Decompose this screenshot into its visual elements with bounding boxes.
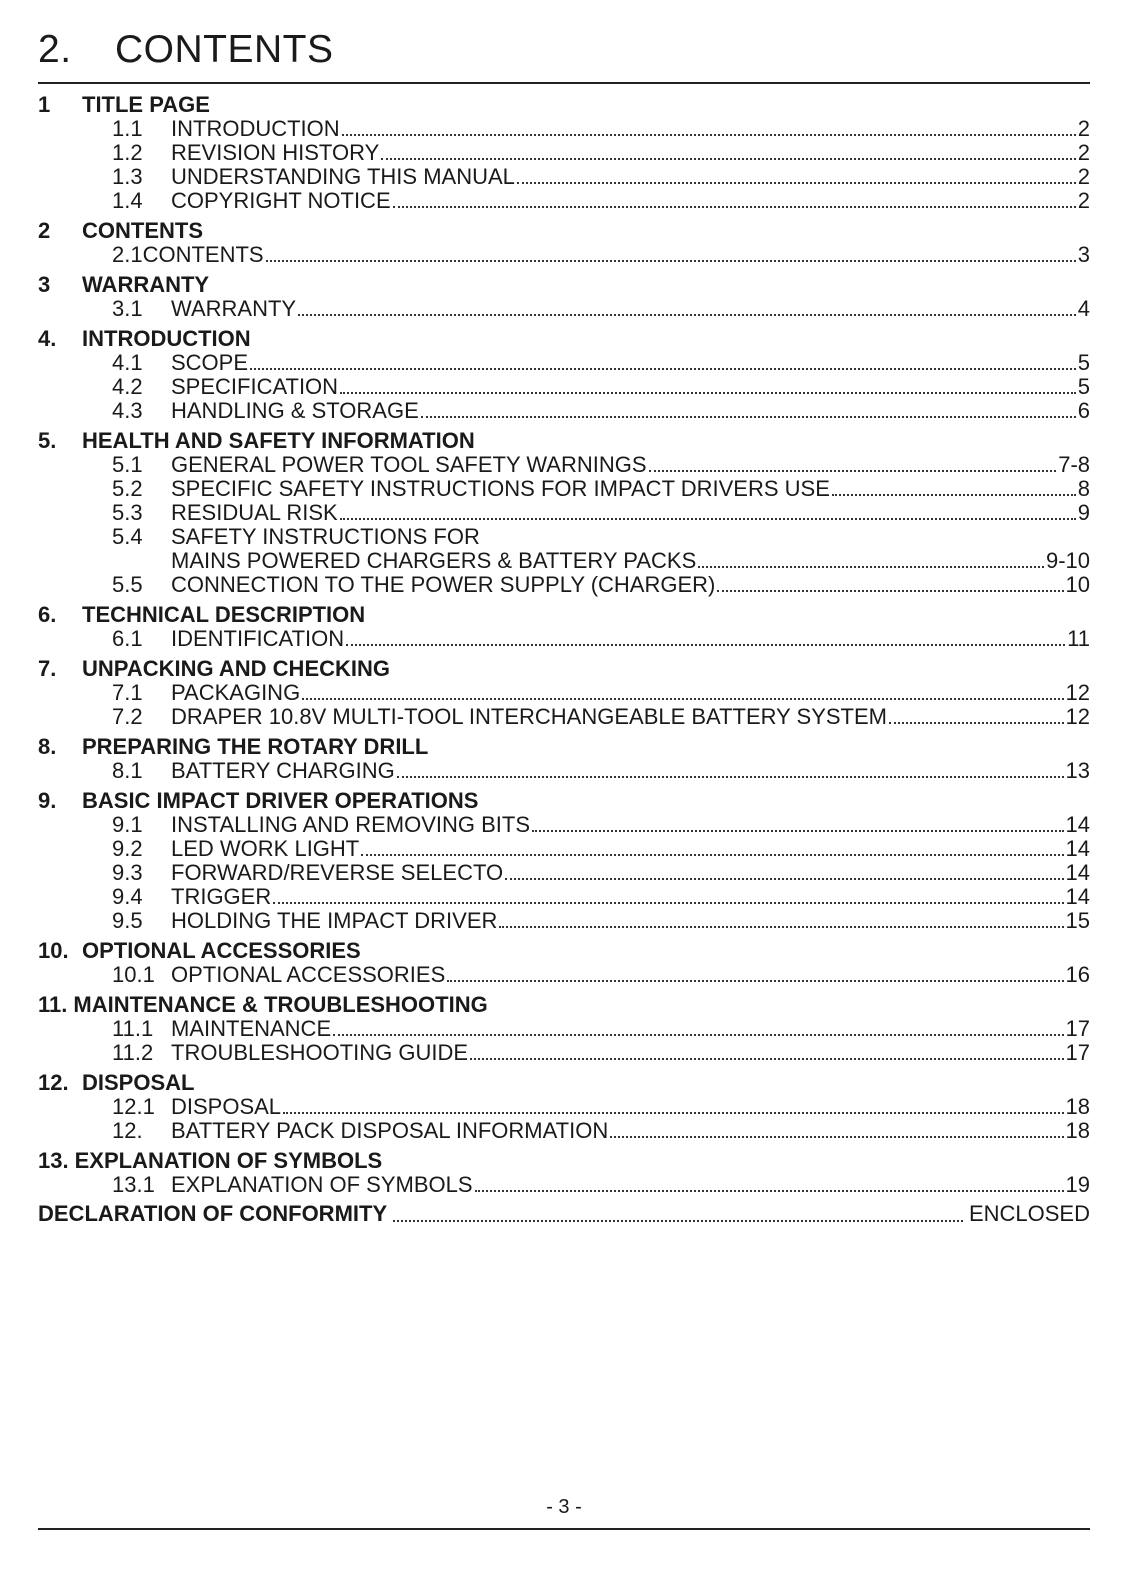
toc-entry-number: 7.1: [112, 680, 143, 705]
toc-entry-number: 5.4: [112, 524, 143, 549]
toc-entry-number: 1.2: [112, 140, 143, 165]
toc-entry-number: 9.5: [112, 908, 143, 933]
toc-declaration-row[interactable]: [38, 1201, 1090, 1227]
toc-section-title: CONTENTS: [82, 218, 203, 243]
dot-leader: [250, 368, 1076, 370]
toc-entry-title: TRIGGER: [171, 884, 272, 909]
toc-entry-page: 17: [1065, 1040, 1090, 1065]
dot-leader: [610, 1136, 1063, 1138]
toc-entry[interactable]: [38, 573, 1090, 597]
dot-leader: [475, 1190, 1064, 1192]
toc-entry-page: 12: [1065, 704, 1090, 729]
toc-entry-page: 11: [1067, 626, 1090, 651]
toc-entry-title: CONNECTION TO THE POWER SUPPLY (CHARGER): [171, 572, 716, 597]
toc-entry[interactable]: [38, 861, 1090, 885]
toc-entry-number: 1.4: [112, 188, 143, 213]
dot-leader: [470, 1058, 1063, 1060]
toc-entry-page: 14: [1065, 860, 1090, 885]
toc-entry[interactable]: [38, 813, 1090, 837]
toc-entry[interactable]: [38, 165, 1090, 189]
toc-entry[interactable]: [38, 1119, 1090, 1143]
dot-leader: [340, 518, 1076, 520]
toc-entry-page: 12: [1065, 680, 1090, 705]
toc-entry-number: 12.1: [112, 1094, 155, 1119]
toc-entry[interactable]: [38, 375, 1090, 399]
toc-entry[interactable]: [38, 399, 1090, 423]
dot-leader: [421, 416, 1076, 418]
toc-entry[interactable]: [38, 759, 1090, 783]
toc-section-heading[interactable]: [38, 272, 1090, 297]
dot-leader: [283, 1112, 1063, 1114]
toc-entry-title: INTRODUCTION: [171, 116, 340, 141]
dot-leader: [517, 182, 1076, 184]
toc-section-title: PREPARING THE ROTARY DRILL: [82, 734, 429, 759]
toc-entry[interactable]: [38, 1173, 1090, 1197]
dot-leader: [302, 698, 1063, 700]
toc-entry-number: 9.4: [112, 884, 143, 909]
page-number: - 3 -: [546, 1496, 582, 1518]
dot-leader: [505, 878, 1063, 880]
toc-entry[interactable]: [38, 909, 1090, 933]
toc-section-number: 1: [38, 92, 51, 117]
toc-entry-number: 9.2: [112, 836, 143, 861]
toc-entry-number: 9.3: [112, 860, 143, 885]
toc-entry-number: 2.1: [112, 242, 143, 267]
toc-entry-title: COPYRIGHT NOTICE: [171, 188, 391, 213]
toc-entry-title: TROUBLESHOOTING GUIDE: [171, 1040, 469, 1065]
toc-entry-title: WARRANTY: [171, 296, 297, 321]
toc-entry-page: 3: [1077, 242, 1090, 267]
toc-entry-number: 3.1: [112, 296, 143, 321]
page-title-number: 2.: [38, 28, 72, 71]
toc-section-number: 5.: [38, 428, 57, 453]
toc-entry-title: REVISION HISTORY: [171, 140, 380, 165]
toc-entry-page: 14: [1065, 812, 1090, 837]
toc-entry-page: 2: [1077, 164, 1090, 189]
toc-entry-page: 7-8: [1058, 452, 1090, 477]
toc-section-title: MAINTENANCE & TROUBLESHOOTING: [73, 992, 488, 1017]
toc-section-heading[interactable]: [38, 1070, 1090, 1095]
toc-entry-page: 13: [1065, 758, 1090, 783]
toc-section-title: OPTIONAL ACCESSORIES: [82, 938, 361, 963]
toc-section-title: UNPACKING AND CHECKING: [82, 656, 390, 681]
toc-entry-page: 10: [1065, 572, 1090, 597]
toc-entry-number: 5.3: [112, 500, 143, 525]
toc-entry[interactable]: [38, 681, 1090, 705]
toc-section-title: WARRANTY: [82, 272, 210, 297]
toc-entry-page: 18: [1065, 1118, 1090, 1143]
toc-entry-title: SCOPE: [171, 350, 249, 375]
dot-leader: [499, 926, 1063, 928]
toc-entry-title: CONTENTS: [142, 242, 264, 267]
toc-declaration-page: ENCLOSED: [968, 1201, 1090, 1226]
toc-entry-title: HOLDING THE IMPACT DRIVER: [171, 908, 498, 933]
toc-entry-page: 15: [1065, 908, 1090, 933]
toc-section-title: HEALTH AND SAFETY INFORMATION: [82, 428, 475, 453]
dot-leader: [393, 206, 1076, 208]
toc-entry-title: BATTERY PACK DISPOSAL INFORMATION: [171, 1118, 609, 1143]
dot-leader: [333, 1034, 1063, 1036]
toc-section-heading[interactable]: [38, 428, 1090, 453]
toc-entry-title: SPECIFIC SAFETY INSTRUCTIONS FOR IMPACT DRIVERS USE: [171, 476, 830, 501]
toc-entry-page: 14: [1065, 884, 1090, 909]
toc-entry-page: 18: [1065, 1094, 1090, 1119]
toc-entry-number: 1.3: [112, 164, 143, 189]
toc-entry-page: 5: [1077, 350, 1090, 375]
toc-entry-page: 2: [1077, 116, 1090, 141]
toc-section-heading[interactable]: [38, 218, 1090, 243]
toc-entry-number: 13.1: [112, 1172, 155, 1197]
toc-section-number: 9.: [38, 788, 57, 813]
toc-entry-page: 2: [1077, 188, 1090, 213]
toc-section-heading[interactable]: [38, 734, 1090, 759]
toc-entry-number: 5.5: [112, 572, 143, 597]
toc-entry-page: 19: [1065, 1172, 1090, 1197]
toc-entry-page: 5: [1077, 374, 1090, 399]
dot-leader: [346, 644, 1065, 646]
toc-section-number: 7.: [38, 656, 57, 681]
toc-entry-number: 4.2: [112, 374, 143, 399]
toc-section-heading[interactable]: [38, 92, 1090, 117]
toc-entry-title: UNDERSTANDING THIS MANUAL: [171, 164, 515, 189]
dot-leader: [397, 776, 1064, 778]
dot-leader: [889, 722, 1064, 724]
toc-entry-title: IDENTIFICATION: [171, 626, 345, 651]
toc-entry-page: 14: [1065, 836, 1090, 861]
dot-leader: [649, 470, 1057, 472]
toc-declaration-title: DECLARATION OF CONFORMITY: [38, 1201, 388, 1226]
toc-entry[interactable]: [38, 627, 1090, 651]
toc-entry[interactable]: [38, 837, 1090, 861]
page-title: [38, 28, 334, 72]
toc-entry[interactable]: [38, 885, 1090, 909]
toc-entry-page: 9: [1077, 500, 1090, 525]
toc-entry-number: 4.3: [112, 398, 143, 423]
toc-entry-number: 5.1: [112, 452, 143, 477]
toc-entry[interactable]: [38, 141, 1090, 165]
toc-entry-title: MAINS POWERED CHARGERS & BATTERY PACKS: [171, 548, 697, 573]
toc-entry-page: 17: [1065, 1016, 1090, 1041]
toc-entry-number: 4.1: [112, 350, 143, 375]
toc-section-heading[interactable]: [38, 1148, 1090, 1173]
dot-leader: [447, 980, 1063, 982]
toc-entry-title: MAINTENANCE: [171, 1016, 332, 1041]
dot-leader: [393, 1220, 963, 1222]
toc-entry-page: 16: [1065, 962, 1090, 987]
toc-entry-title: BATTERY CHARGING: [171, 758, 395, 783]
toc-section-number: 6.: [38, 602, 57, 627]
toc-section-number: 10.: [38, 938, 69, 963]
toc-entry-number: 1.1: [112, 116, 143, 141]
toc-section-number: 13.: [38, 1148, 69, 1173]
toc-section-number: 8.: [38, 734, 57, 759]
toc-entry-number: 12.: [112, 1118, 143, 1143]
dot-leader: [361, 854, 1063, 856]
toc-section-number: 3: [38, 272, 51, 297]
toc-entry-number: 5.2: [112, 476, 143, 501]
toc-entry[interactable]: [38, 549, 1090, 573]
dot-leader: [340, 392, 1076, 394]
toc-section-heading[interactable]: [38, 656, 1090, 681]
toc-section-heading[interactable]: [38, 788, 1090, 813]
toc-entry[interactable]: [38, 243, 1090, 267]
toc-entry[interactable]: [38, 117, 1090, 141]
toc-section-title: BASIC IMPACT DRIVER OPERATIONS: [82, 788, 479, 813]
toc-entry[interactable]: [38, 477, 1090, 501]
dot-leader: [342, 134, 1076, 136]
toc-section-title: EXPLANATION OF SYMBOLS: [74, 1148, 383, 1173]
toc-entry-title: GENERAL POWER TOOL SAFETY WARNINGS: [171, 452, 647, 477]
toc-section-number: 12.: [38, 1070, 69, 1095]
toc-entry-title: HANDLING & STORAGE: [171, 398, 419, 423]
toc-section-title: DISPOSAL: [82, 1070, 195, 1095]
toc-entry-title: INSTALLING AND REMOVING BITS: [171, 812, 530, 837]
toc-section-title: TITLE PAGE: [82, 92, 210, 117]
toc-entry[interactable]: [38, 453, 1090, 477]
toc-entry[interactable]: [38, 1017, 1090, 1041]
toc-entry-title: LED WORK LIGHT: [171, 836, 360, 861]
toc-entry-title: OPTIONAL ACCESSORIES: [171, 962, 446, 987]
toc-entry[interactable]: [38, 189, 1090, 213]
top-divider: [38, 82, 1090, 84]
toc-entry-title: SAFETY INSTRUCTIONS FOR: [171, 524, 480, 549]
toc-entry-page: 6: [1077, 398, 1090, 423]
toc-section-heading[interactable]: [38, 602, 1090, 627]
toc-section-number: 2: [38, 218, 51, 243]
toc-section-number: 11.: [38, 992, 68, 1017]
dot-leader: [717, 590, 1063, 592]
toc-entry-page: 2: [1077, 140, 1090, 165]
toc-entry-page: 4: [1077, 296, 1090, 321]
toc-entry-number: 9.1: [112, 812, 143, 837]
table-of-contents: [38, 92, 1090, 1227]
dot-leader: [698, 566, 1044, 568]
bottom-divider: [38, 1528, 1090, 1530]
toc-entry[interactable]: [38, 297, 1090, 321]
toc-entry[interactable]: [38, 963, 1090, 987]
toc-section-heading[interactable]: [38, 326, 1090, 351]
dot-leader: [273, 902, 1063, 904]
toc-entry-title: FORWARD/REVERSE SELECTO: [171, 860, 504, 885]
toc-entry-title: SPECIFICATION: [171, 374, 339, 399]
toc-section-heading[interactable]: [38, 992, 1090, 1017]
toc-entry-title: EXPLANATION OF SYMBOLS: [171, 1172, 473, 1197]
toc-section-number: 4.: [38, 326, 57, 351]
toc-section-heading[interactable]: [38, 938, 1090, 963]
dot-leader: [532, 830, 1064, 832]
toc-entry[interactable]: [38, 525, 1090, 549]
toc-entry-number: 6.1: [112, 626, 143, 651]
page-title-text: CONTENTS: [115, 28, 334, 71]
toc-entry-page: 9-10: [1045, 548, 1090, 573]
toc-entry-title: PACKAGING: [171, 680, 301, 705]
toc-entry-title: DRAPER 10.8V MULTI-TOOL INTERCHANGEABLE BATTERY SYSTEM: [171, 704, 887, 729]
toc-entry[interactable]: [38, 501, 1090, 525]
dot-leader: [298, 314, 1076, 316]
dot-leader: [266, 260, 1076, 262]
toc-entry-title: RESIDUAL RISK: [171, 500, 338, 525]
toc-entry-number: 10.1: [112, 962, 155, 987]
dot-leader: [381, 158, 1076, 160]
toc-entry[interactable]: [38, 1095, 1090, 1119]
toc-entry[interactable]: [38, 1041, 1090, 1065]
toc-entry[interactable]: [38, 705, 1090, 729]
toc-section-title: INTRODUCTION: [82, 326, 251, 351]
toc-entry-page: 8: [1077, 476, 1090, 501]
toc-entry[interactable]: [38, 351, 1090, 375]
dot-leader: [832, 494, 1076, 496]
toc-entry-number: 11.2: [112, 1040, 154, 1065]
toc-entry-number: 11.1: [112, 1016, 154, 1041]
toc-section-title: TECHNICAL DESCRIPTION: [82, 602, 366, 627]
toc-entry-number: 7.2: [112, 704, 143, 729]
toc-entry-title: DISPOSAL: [171, 1094, 282, 1119]
toc-entry-number: 8.1: [112, 758, 143, 783]
